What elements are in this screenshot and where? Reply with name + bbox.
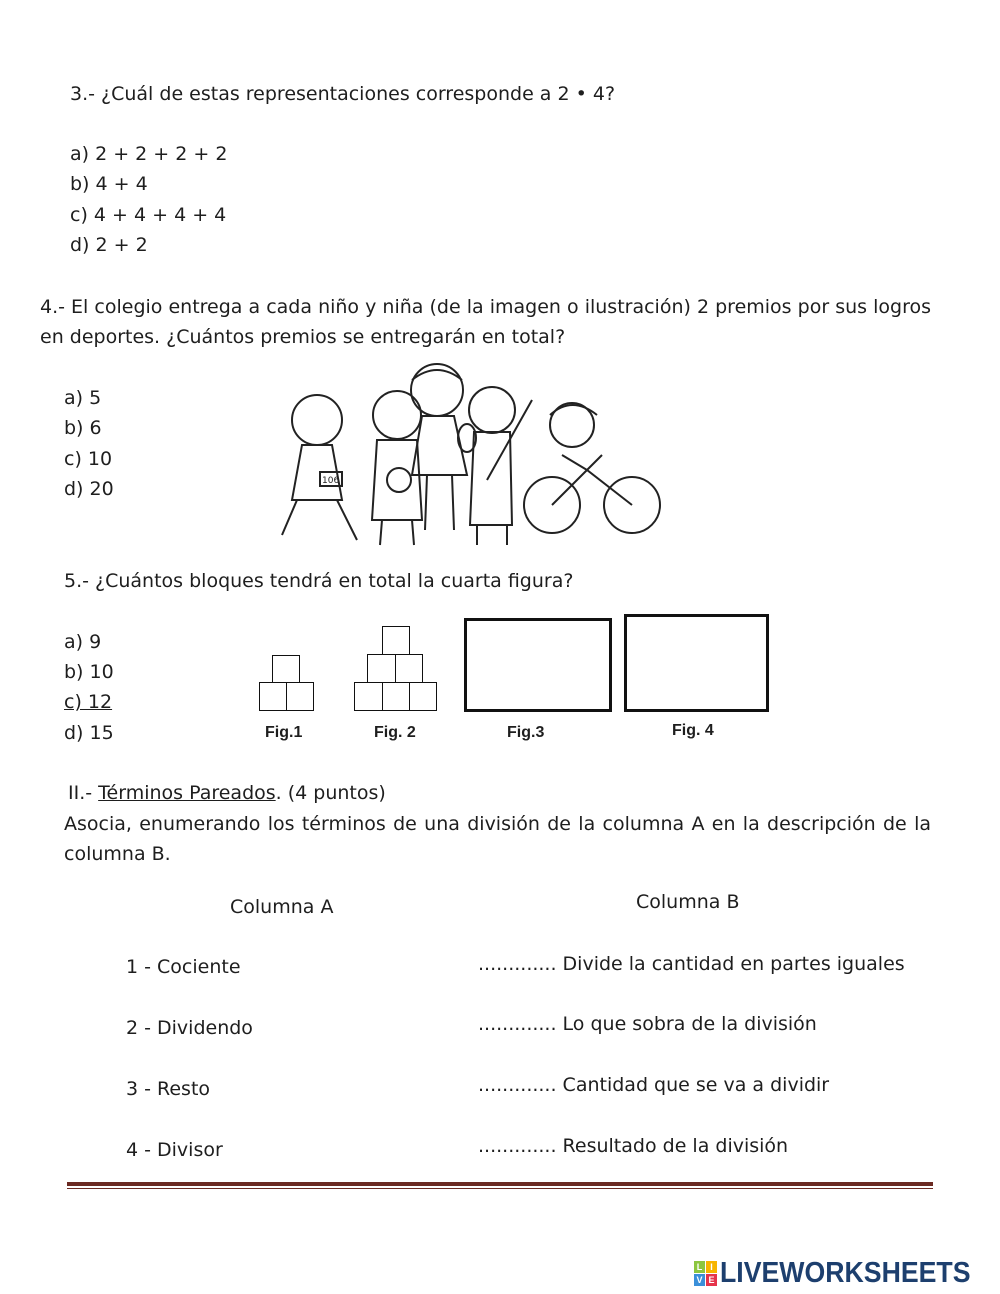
q3-option-d[interactable]: d) 2 + 2 [70,234,148,256]
column-b-header: Columna B [636,891,740,913]
liveworksheets-logo [694,1257,992,1290]
logo-tiles-icon: L I V E [694,1261,717,1286]
q5-option-a[interactable]: a) 9 [64,631,102,653]
q4-option-d[interactable]: d) 20 [64,478,114,500]
section-2-heading [68,781,386,805]
column-b-item[interactable]: ............. Divide la cantidad en partes iguales [478,953,905,975]
figure-2-label: Fig. 2 [374,724,416,741]
column-a-item: 1 - Cociente [126,956,241,978]
q3-option-a[interactable]: a) 2 + 2 + 2 + 2 [70,143,228,165]
question-3: 3.- ¿Cuál de estas representaciones corresponde a 2 • 4? [70,83,616,105]
logo-text: LIVEWORKSHEETS [720,1257,971,1289]
q3-option-b[interactable]: b) 4 + 4 [70,173,148,195]
q5-option-d[interactable]: d) 15 [64,722,114,744]
figure-3-answer-box[interactable] [464,618,612,712]
figure-4-label: Fig. 4 [672,722,714,739]
figure-3-label: Fig.3 [507,724,545,741]
section-2-points: . (4 puntos) [275,782,386,804]
q3-option-c[interactable]: c) 4 + 4 + 4 + 4 [70,204,227,226]
footer-divider-thick [67,1182,933,1186]
q4-option-a[interactable]: a) 5 [64,387,102,409]
column-a-item: 2 - Dividendo [126,1017,253,1039]
q5-option-c-selected[interactable]: c) 12 [64,691,113,713]
section-2-instructions: Asocia, enumerando los términos de una división de la columna A en la descripción de la columna B. [64,813,931,865]
children-sports-illustration [262,360,667,552]
shirt-number: 106 [322,476,340,486]
question-4: 4.- El colegio entrega a cada niño y niña (de la imagen o ilustración) 2 premios por sus logros en deportes. ¿Cuántos premios se entregarán en total? [40,296,931,348]
column-a-item: 4 - Divisor [126,1139,223,1161]
column-a-item: 3 - Resto [126,1078,211,1100]
column-b-item[interactable]: ............. Cantidad que se va a dividir [478,1074,830,1096]
q5-option-b[interactable]: b) 10 [64,661,114,683]
section-2-title: Términos Pareados [98,782,276,804]
figure-1-label: Fig.1 [265,724,303,741]
q4-option-c[interactable]: c) 10 [64,448,113,470]
column-a-header: Columna A [230,896,334,918]
column-b-item[interactable]: ............. Resultado de la división [478,1135,789,1157]
footer-divider-thin [67,1188,933,1189]
figure-4-answer-box[interactable] [624,614,769,712]
section-2-number: II.- [68,782,99,804]
column-b-item[interactable]: ............. Lo que sobra de la división [478,1013,817,1035]
q4-option-b[interactable]: b) 6 [64,417,102,439]
question-5: 5.- ¿Cuántos bloques tendrá en total la cuarta figura? [64,570,574,592]
